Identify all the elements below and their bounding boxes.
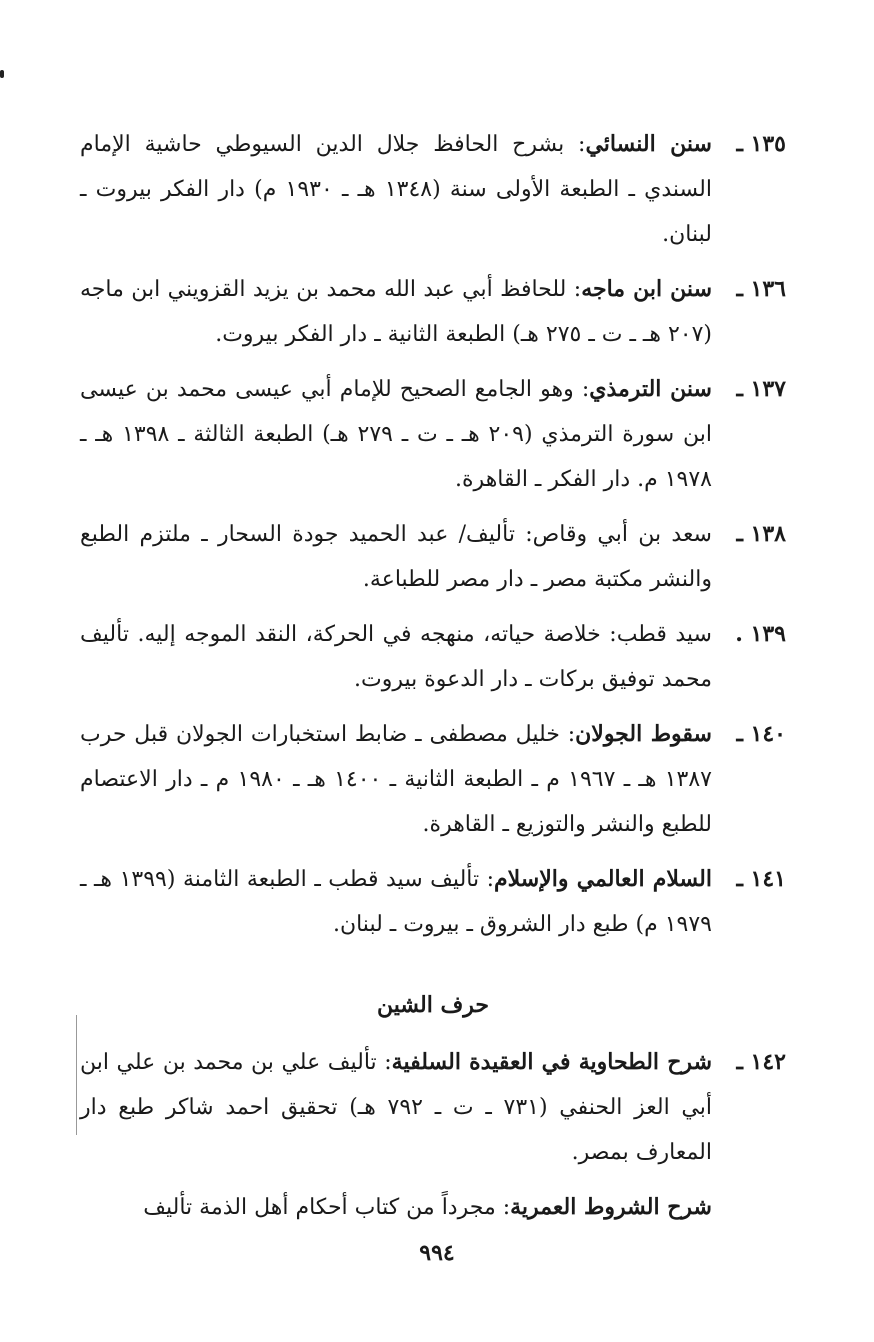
bibliography-entry-142 [80,1040,786,1175]
entry-number: ١٣٨ ـ [736,521,786,547]
entry-number: ١٣٦ ـ [736,276,786,302]
entry-body [80,122,712,257]
entry-number: ١٣٩ . [735,621,786,647]
entry-body [80,857,712,947]
section-heading: حرف الشين [376,992,490,1018]
entry-title: السلام العالمي والإسلام [494,866,712,892]
entry-number: ١٤٢ ـ [736,1049,786,1075]
entry-text: : وهو الجامع الصحيح للإمام أبي عيسى محمد بن عيسى ابن سورة الترمذي (٢٠٩ هـ ـ ت ـ ٢٧٩ هـ) الطبعة الثالثة ـ ١٣٩٨ هـ ـ ١٩٧٨ م. دار الفكر ـ القاهرة. [80,377,712,492]
bibliography-entry-unnumbered [80,1185,786,1230]
bibliography-entry-139 [80,612,786,702]
entry-title: شرح الشروط العمرية [510,1194,712,1220]
entry-body [80,1185,786,1230]
bibliography-entry-138 [80,512,786,602]
bibliography-entry-137 [80,367,786,502]
margin-rule [76,1015,77,1135]
entry-number: ١٣٥ ـ [736,131,786,157]
entry-number: ١٤١ ـ [736,866,786,892]
entry-number: ١٣٧ ـ [736,376,786,402]
bibliography-entry-136 [80,267,786,357]
entry-text: : بشرح الحافظ جلال الدين السيوطي حاشية الإمام السندي ـ الطبعة الأولى سنة (١٣٤٨ هـ ـ ١٩٣٠ م) دار الفكر بيروت ـ لبنان. [80,132,712,247]
entry-text: سعد بن أبي وقاص: تأليف/ عبد الحميد جودة السحار ـ ملتزم الطبع والنشر مكتبة مصر ـ دار مصر للطباعة. [80,522,712,592]
entry-title: سنن ابن ماجه [581,276,712,302]
entry-text: : تأليف علي بن محمد بن علي ابن أبي العز الحنفي (٧٣١ ـ ت ـ ٧٩٢ هـ) تحقيق احمد شاكر طبع دار المعارف بمصر. [80,1050,712,1165]
bibliography-entry-141 [80,857,786,947]
bibliography-list [80,122,786,1240]
entry-text: : خليل مصطفى ـ ضابط استخبارات الجولان قبل حرب ١٣٨٧ هـ ـ ١٩٦٧ م ـ الطبعة الثانية ـ ١٤٠٠ هـ ـ ١٩٨٠ م ـ دار الاعتصام للطبع والنشر والتوزيع ـ القاهرة. [80,722,712,837]
entry-body [80,712,712,847]
entry-title: سنن الترمذي [589,376,712,402]
entry-text: : للحافظ أبي عبد الله محمد بن يزيد القزويني ابن ماجه (٢٠٧ هـ ـ ت ـ ٢٧٥ هـ) الطبعة الثانية ـ دار الفكر بيروت. [80,277,712,347]
bibliography-entry-135 [80,122,786,257]
entry-text: : مجرداً من كتاب أحكام أهل الذمة تأليف [143,1195,511,1220]
entry-text: : تأليف سيد قطب ـ الطبعة الثامنة (١٣٩٩ هـ ـ ١٩٧٩ م) طبع دار الشروق ـ بيروت ـ لبنان. [80,867,712,937]
entry-text: سيد قطب: خلاصة حياته، منهجه في الحركة، النقد الموجه إليه. تأليف محمد توفيق بركات ـ دار الدعوة بيروت. [80,622,712,692]
entry-body [80,267,712,357]
margin-mark [0,70,4,78]
page-number: ٩٩٤ [419,1240,455,1266]
entry-body [80,1040,712,1175]
entry-number: ١٤٠ ـ [736,721,786,747]
entry-title: سقوط الجولان [575,721,712,747]
bibliography-entry-140 [80,712,786,847]
entry-title: سنن النسائي [585,131,712,157]
entry-body [80,367,712,502]
entry-title: شرح الطحاوية في العقيدة السلفية [391,1049,712,1075]
entry-body [80,512,712,602]
entry-body [80,612,712,702]
